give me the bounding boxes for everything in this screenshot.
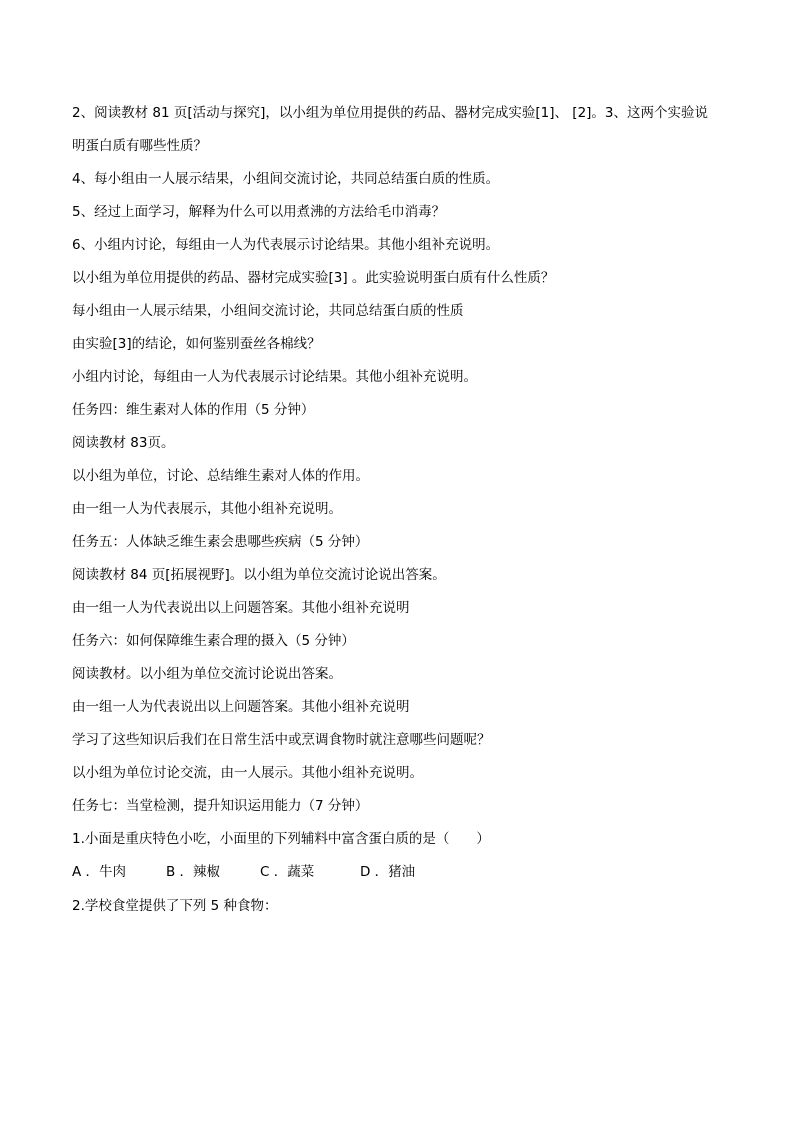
task-heading-6: 任务六：如何保障维生素合理的摄入（5 分钟） — [72, 633, 355, 649]
choice-d: D ．猪油 — [360, 864, 416, 880]
question-1-choices — [72, 863, 415, 881]
paragraph-line-4: 5、经过上面学习，解释为什么可以用煮沸的方法给毛巾消毒？ — [72, 204, 446, 220]
paragraph-line-19: 由一组一人为代表说出以上问题答案。其他小组补充说明 — [72, 699, 410, 715]
paragraph-line-7: 每小组由一人展示结果，小组间交流讨论，共同总结蛋白质的性质 — [72, 303, 464, 319]
paragraph-line-21: 以小组为单位讨论交流，由一人展示。其他小组补充说明。 — [72, 765, 423, 781]
paragraph-line-11: 阅读教材 83页。 — [72, 435, 175, 451]
task-heading-4: 任务四：维生素对人体的作用（5 分钟） — [72, 402, 315, 418]
paragraph-line-18: 阅读教材。以小组为单位交流讨论说出答案。 — [72, 666, 342, 682]
choice-a: A ．牛肉 — [72, 864, 127, 880]
question-2: 2.学校食堂提供了下列 5 种食物： — [72, 898, 278, 914]
question-1: 1.小面是重庆特色小吃，小面里的下列辅料中富含蛋白质的是（ ） — [72, 831, 490, 847]
choice-b: B ．辣椒 — [166, 864, 221, 880]
choice-c: C ．蔬菜 — [260, 864, 315, 880]
paragraph-line-6: 以小组为单位用提供的药品、器材完成实验[3] 。此实验说明蛋白质有什么性质？ — [72, 270, 555, 286]
paragraph-line-2: 明蛋白质有哪些性质？ — [72, 138, 207, 154]
paragraph-line-5: 6、小组内讨论，每组由一人为代表展示讨论结果。其他小组补充说明。 — [72, 237, 500, 253]
paragraph-line-15: 阅读教材 84 页[拓展视野]。以小组为单位交流讨论说出答案。 — [72, 567, 446, 583]
task-heading-7: 任务七：当堂检测，提升知识运用能力（7 分钟） — [72, 798, 369, 814]
paragraph-line-3: 4、每小组由一人展示结果，小组间交流讨论，共同总结蛋白质的性质。 — [72, 171, 500, 187]
paragraph-line-9: 小组内讨论，每组由一人为代表展示讨论结果。其他小组补充说明。 — [72, 369, 477, 385]
task-heading-5: 任务五：人体缺乏维生素会患哪些疾病（5 分钟） — [72, 534, 369, 550]
paragraph-line-8: 由实验[3]的结论，如何鉴别蚕丝各棉线？ — [72, 336, 321, 352]
paragraph-line-16: 由一组一人为代表说出以上问题答案。其他小组补充说明 — [72, 600, 410, 616]
paragraph-line-13: 由一组一人为代表展示，其他小组补充说明。 — [72, 501, 342, 517]
paragraph-line-20: 学习了这些知识后我们在日常生活中或烹调食物时就注意哪些问题呢？ — [72, 732, 491, 748]
paragraph-line-1: 2、阅读教材 81 页[活动与探究]，以小组为单位用提供的药品、器材完成实验[1]、 [2]。3、这两个实验说 — [72, 105, 709, 121]
paragraph-line-12: 以小组为单位，讨论、总结维生素对人体的作用。 — [72, 468, 369, 484]
